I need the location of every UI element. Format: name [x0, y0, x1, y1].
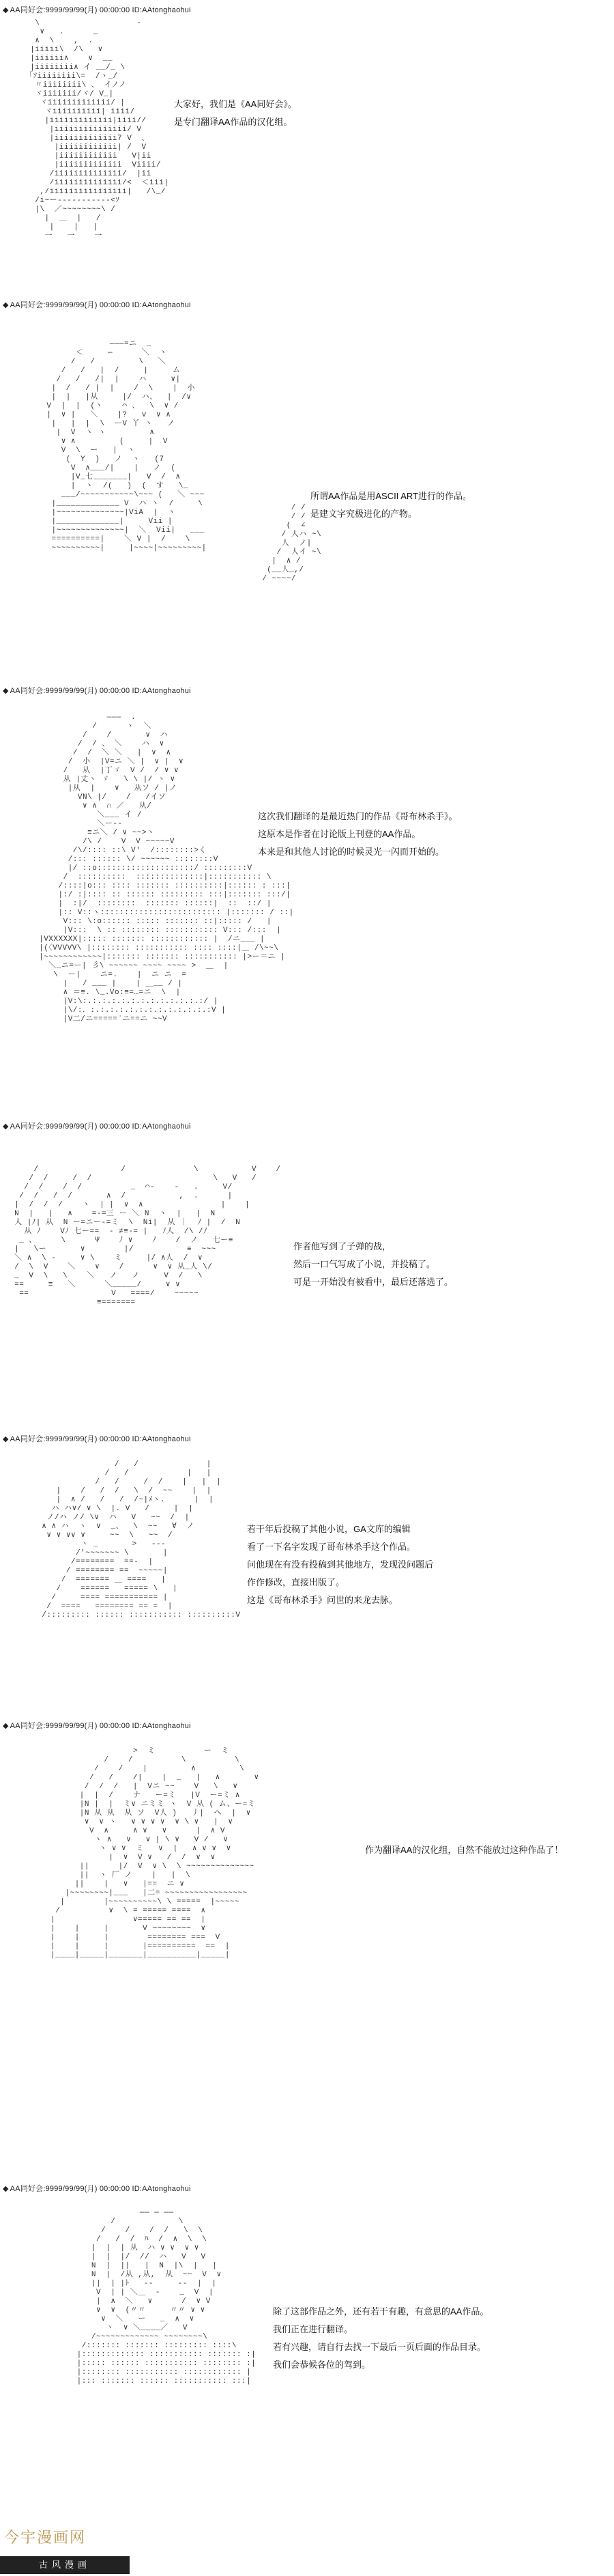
- message: 所谓AA作品是用ASCII ART进行的作品。 是建文字究极进化的产物。: [310, 491, 471, 519]
- diamond-icon: ◆: [3, 1122, 9, 1131]
- ascii-art-figure: ―――=ニ _ ＜ ― ＼ ヽ / / \ ＼ / / | / | ム / / /| | ハ ∨| | / / | | / \ | 小 | | |从 |/ ハ、 | /∨ V | | (ヽ ⌒ 、 \ ∨ / | ∨ | ＼ |? v ∨ ∧ | | | \ ーV 丫 ヽ ノ | V ヽ ヽ ∧ ∨ ∧ ( | V V \ ー | ヽ ( Y ) ノ ヽ (7 V ∧___/| | ノ ( |V_七_______| V / ∧ | ヽ /( ) ( す \_ ___/~~~~~~~~~~~\~~~ ( ＼ ~~~ |_____________ V ハ ヽ / \ |~~~~~~~~~~~~~~|ViA | ヽ |_____________| Vii | |~~~~~~~~~~~~~~| ＼ Vii| ___ ==========| ＼ V | / \ ~~~~~~~~~~| |~~~~|~~~~~~~~~|: [46, 340, 207, 552]
- ascii-art-figure: / / | / / | | / / / / | | | | / / / \ / ~~ | | | ∧ / / / /~|ﾒヽ. | | ハ ハ∨/ ∨ \ |. V / | | ノ/ハ ノ/ \∨ ハ V ~~ / | ∧ ∧ ハ ヽ ∨ _、 \ ~~ ∀ ノ ∨ ∨ ∨∨ ∨ ~~ \ ~~ / ヽ _ > ‐-‐ /'~~~~~~~ \ | /======== ==- | / ======== == ~~~~~| / ======= ＿ ==== | / ====== ===== \ | / ==== =========== | / ==== ======== == = | /::::::::: :::::: ::::::::::: ::::::::::V: [42, 1460, 241, 1619]
- diamond-icon: ◆: [3, 1435, 9, 1443]
- ascii-art-figure: > ミ ー ミ / / \ \ / / | ∧ \ / / /| | _ | ∧ ∨ / / / | Vニ ~~ V \ ∨ | | / ナ ー=ミ |V ー=ミ ∧ |N | | ミ∨ ニミミ ヽ V 从 ( ム、ー=ミ |N 从 从 从 ソ V人 ) 丿| ヘ | ∨ ∨ ∨ ヽ ∨ ∨ ∨ ∨ ∨ \ ∨ | ∨ V ∧ ∧ ∨ ∨ | ∧ V ヽ ∧ ∨ ∨ | \ ∨ V / ∨ ヽ ∨ ∨ ミ ∨ | ∧ ∨ ∨ ∨ | ∨ V ∨ / / ∨ ∨ || |/ V ∨ \ \ ~~~~~~~~~~~~~~ || ヽ 厂 ノ | | \ || | ∨ |== ニ ∨ |~~~~~~~~|___ |二= ~~~~~~~~~~~~~~~~~ | |~~~~~~~~~~\ \ ===== |~~~~~ / ∨ \ = ===== ==== ∧ | ∨===== == == | | | | V ~~~~~~~~ ∨ | | | ======== === V | | | |========== == | |____|_____|_______|__________|_____|: [50, 1747, 259, 1959]
- watermark-badge: 古风漫画: [0, 2556, 130, 2574]
- message: 若干年后投稿了其他小说，GA文库的编辑 看了一下名字发现了哥布林杀手这个作品。 问他现在有没有投稿到其他地方，发现没问题后 作作修改，直接出版了。 这是《哥布林杀手》问世的来龙去脉。: [247, 1524, 434, 1605]
- diamond-icon: ◆: [3, 687, 9, 695]
- diamond-icon: ◆: [3, 1722, 9, 1730]
- ascii-art-figure: \ - ∨ . _ ∧ \ , . |iiiii\ /\ ∨ |iiiiii∧ ∨ __ |iiiiiiii∧ イ __/_ \ 「ｿiiiiiiii\= /ヽ_/ 〃iiiiiiii\ 、 イノノ ヾiiiiiii/ヾ/ V_| ヾiiiiiiiiiiiii/ | ヾiiiiiiiiii| iiii/ |iiiiiiiiiiiii|iiii// |iiiiiiiiiiiiiii/ V |iiiiiiiiiiiii7 V 、 |iiiiiiiiiiii| / V |iiiiiiiiiiii V|ii |iiiiiiiiiiiii Viiii/ /iiiiiiiiiiiiii/ |ii /iiiiiiiiiiiiii/< ＜iii| ,/iiiiiiiiiiiiiiii| /\_/ /i~ー----‐--‐---<ｿ |\ ／~~~~~~~~\ / | ＿ | / | | | 一 一 一: [25, 19, 169, 240]
- post-header: ◆ AA同好会:9999/99/99(月) 00:00:00 ID:AAtonghaohui: [3, 301, 191, 309]
- watermark-site: 今宇漫画网: [4, 2529, 87, 2546]
- diamond-icon: ◆: [3, 301, 9, 309]
- diamond-icon: ◆: [3, 6, 9, 14]
- ascii-art-figure: / / \ V / / / / / \ V / / / / / _ ⌒‐ - . V/ / / / / ∧ / , . | | / / / ヽ | | ∨ ∧ | | N | | ∧ =‐=三 ー ＼ N ヽ | | N 人 |ﾉ| 从 N ー=ニー‐=ミ \ Ni| 从 ｜ ﾉ | / N 从 ﾉ Vﾉ 七ー== ‐ ≠≡-= | ﾉ人 /\ /ﾉ _ 、 \ Ψ ﾉ ∨ ﾉ / ノ 七ー≡ | \ー ∨ |/ ≡ ~~~ ＼ ∧ \ - ∨ \ ミ |/ ∧人 / ∨ / \ V ＼ ∨ / ∨ ∨ 从_人 \/ _ V \ \ ＼ ノ ノ V / \ == ≡ ＼ ＼_____/ ∨ ∨ == V ====/ ~~~~~ ≡=======: [14, 1165, 281, 1307]
- ascii-art-hand: / / / / ( ∠ / 人ハ ~\ 人 ノ| / 人イ ~\ | ∧ / (__人_,/ / ~~~~/: [262, 504, 322, 583]
- ascii-art-figure: ―― ― ―― / \ / / / / \ \ / / / ﾊ / ∧ \ \ | | | 从 ハ ∨ ∨ ∨ ∨ | | |/ // ハ V V N | || | N |\ | | N | /从 ,从, 从 ~~ V ∨ || | |ﾄ -‐ ‐- | | V | | ＼＿ - _ V | | ∧ ＼ ∨ / ∨ V ∨ ∨ (〃〃 〃〃 ∨ ∨ ∨ ＼ ー _ ∧ ∨ ヽ ∨ ＼____／ V /~~~~~~~~~~~~~ ~~~~~~~~\ /::::::: ::::::: ::::::::: ::::\ |::::::::::::: ::::::::::: ::::::: :| |::::: :::::: ::::::::::: :::::::: :| |:::::::: ::::::::::: :::::::::::: | |::: ::::::: :::::: ::::::::::: :::|: [76, 2209, 257, 2386]
- message: 大家好，我们是《AA同好会》。 是专门翻译AA作品的汉化组。: [174, 99, 297, 127]
- message: 这次我们翻译的是最近热门的作品《哥布林杀手》。 这原本是作者在讨论版上刊登的AA作品。 本来是和其他人讨论的时候灵光一闪而开始的。: [258, 811, 458, 857]
- post-header: ◆ AA同好会:9999/99/99(月) 00:00:00 ID:AAtonghaohui: [3, 1722, 191, 1730]
- post-header: ◆ AA同好会:9999/99/99(月) 00:00:00 ID:AAtonghaohui: [3, 6, 191, 14]
- message: 作为翻译AA的汉化组，自然不能放过这种作品了！: [365, 1845, 564, 1855]
- post-header: ◆ AA同好会:9999/99/99(月) 00:00:00 ID:AAtonghaohui: [3, 687, 191, 695]
- message: 作者他写到了子弹的战， 然后一口气写成了小说，并投稿了。 可是一开始没有被看中，最后还落选了。: [293, 1241, 454, 1287]
- post-header: ◆ AA同好会:9999/99/99(月) 00:00:00 ID:AAtonghaohui: [3, 1435, 191, 1443]
- diamond-icon: ◆: [3, 2185, 9, 2193]
- message: 除了这部作品之外，还有若干有趣，有意思的AA作品。 我们正在进行翻译。 若有兴趣，请自行去找一下最后一页后面的作品目录。 我们会恭候各位的驾到。: [273, 2306, 489, 2370]
- post-header: ◆ AA同好会:9999/99/99(月) 00:00:00 ID:AAtonghaohui: [3, 2185, 191, 2193]
- post-header: ◆ AA同好会:9999/99/99(月) 00:00:00 ID:AAtonghaohui: [3, 1122, 191, 1131]
- ascii-art-figure: ――― . / ヽ ＼ / / ∨ ハ / / 、 ＼ ハ ∨ / / ＼ ＼ | ∨ ∧ / 小 |V=ニ ＼ | ∨ | ∨ / 从 |丁ゞ V / / ∨ ∨ 从 |丈ヽ ゞ \ \ |/ ヽ ∨ |从 | ∨ 从ソ / |ノ VN\ |/ / /イソ ∨ ∧ ∩ ／ 从/ ＼___ イ / ＼ー‐- ≡ニ＼ / ∨ ~~>ヽ /\ / V V ~~~~~V /\/:::: ::\ V' /::::::::>く /::: :::::: \/ ~~~~~~ ::::::::V |/ ::o::::::::::::::::::::/ :::::::::V / :::::::::: ::::::::::::::|::::::::::: \ /::::|o::: :::: ::::::: ::::::::::|:::::: : :::| |:/ :|:::: :: :::::: ::::::::: :::|::::::: :::/| | :|/ :::::::: ::::::: ::::::| :: ::/ | |:: V::ヽ::::::::::::::::::::::::: |::::::: / ::| V::: \:o:::::: ::::: ::::::: ::|::::: / | |V::: \ :: :::::::: ::::::::::: V::: /::: | |VXXXXXX|::::: ::::::: :::::::::::: | /ニ___ | |(〈VVVVV\ |:::::::: ::::::::::: :::: ::::|＿ /\~~\ |~~~~~~~~~~~~|::::::: ::::::: ::::::::::: |>ー＝ニ | ＼_ニ=ー| 彡\ ~~~~~~ ~~~~ ~~~~ > ＿ | \ ー| ニ=. | ニ ニ = | / ___ | | ＿__ / | ∧ ＝≡. \_.Vo:≡=…=ニ \ | |V:\:.:.:.:.:.:.:.:.:.:.:.:.:/ | |\/:．:.:.:.:.:.:.:.:.:.:.:.:.:V | |V二/ニ=====¨ニ==ニ ~~V: [39, 713, 294, 1023]
